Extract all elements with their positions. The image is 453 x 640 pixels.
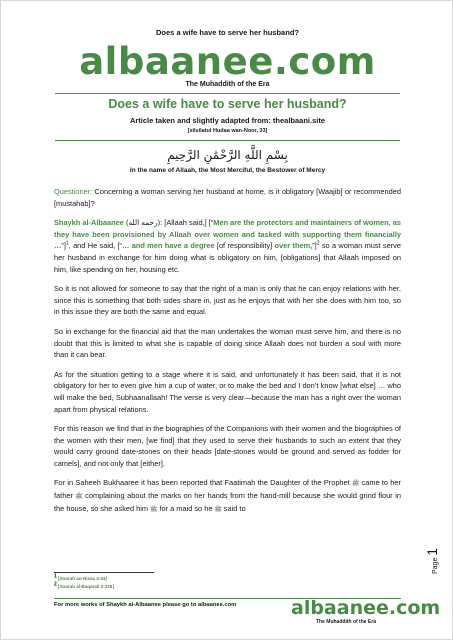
footnote-ref-2[interactable]: 2	[316, 240, 320, 247]
footer-logo[interactable]: albaanee.com	[291, 597, 441, 619]
paragraph-4: So in exchange for the financial aid that the man undertakes the woman must serve him, and there is no doubt that this is limited to what she is capable of doing since Allaah does not burden a soul with more than it can bear.	[54, 326, 401, 360]
paragraph-answer	[54, 217, 401, 275]
question-text: Concerning a woman serving her husband at home, is it obligatory [Waajib] or recommended [mustahab]?	[54, 187, 401, 208]
footnote-text: [Soorah al-Baqarah 2:228]	[58, 584, 114, 589]
shaykh-honorific: (رحمه الله)	[123, 218, 161, 228]
running-header-title: Does a wife have to serve her husband?	[156, 28, 299, 37]
p7-text-a: For in Saheeh Bukhaaree it has been reported that Faatimah the Daughter of the Prophet	[54, 478, 352, 488]
footnote-ref-1[interactable]: 1	[65, 240, 69, 247]
header-divider	[55, 93, 400, 94]
footnote-2	[54, 581, 114, 589]
paragraph-6: For this reason we find that in the biographies of the Companions with their women and the biographies of the women with their men, [we find] that they used to serve their husbands to such an extent that they would carry ground date-stones on their heads [date-stones would be ground and served as fodder for camels], and not only that [either].	[54, 424, 401, 468]
basmala-arabic: بِسْمِ اللَّهِ الرَّحْمَٰنِ الرَّحِيمِ	[167, 148, 288, 162]
quran-quote-2b: over them,	[274, 241, 313, 251]
footnote-1	[54, 573, 107, 581]
salutation-glyph: ﷺ	[150, 505, 158, 513]
p7-text-c: complaining about the marks on her hands from the hand-mill because she would grind flour in the house, so she asked him	[54, 491, 402, 513]
answer-text-b: ”]	[61, 241, 66, 251]
paragraph-3: So it is not allowed for someone to say that the right of a man is only that he can enjoy relations with her, since this is something that both sides share in, just as he enjoys that with her she does with him too, so in this issue they are both the same and equal.	[54, 284, 401, 317]
footnote-number: 1	[54, 573, 57, 580]
paragraph-7	[54, 477, 401, 515]
quran-quote-1: Men are the protectors and maintainers of women, as they have been provisioned by Allaah over women and tasked with supporting them financially …	[54, 218, 401, 251]
paragraph-question	[54, 186, 401, 209]
quran-quote-2a: … and men have a degree	[121, 241, 215, 251]
paragraph-5: As for the situation getting to a stage where it is said, and unfortunately it has been said, that it is not obligatory for her to even give him a cup of water, or to make the bed and I don’t know [what else] … who will make the bed, Subhaanallaah! The verse is very clear—because the man has a right over the woman apart from physical relations.	[54, 369, 401, 414]
shaykh-label: Shaykh al-Albaanee	[54, 218, 124, 228]
answer-text-c: , and He said, [“	[68, 241, 122, 251]
p7-text-d: for a maid so he	[157, 503, 215, 513]
page-label: Page	[432, 557, 439, 574]
answer-text-d: [of responsibility]	[214, 241, 275, 251]
footnote-number: 2	[54, 581, 57, 588]
basmala-english: In the name of Allaah, the Most Merciful, the Bestower of Mercy	[129, 167, 326, 174]
answer-text-a: : [Allaah said,] [“	[160, 218, 214, 228]
page-number-value: 1	[424, 547, 440, 556]
article-source: Article taken and slightly adapted from: thealbaani.site	[129, 116, 326, 125]
site-logo[interactable]: albaanee.com	[79, 40, 376, 83]
answer-text-f: so a woman must serve her husband in exchange for him doing what is obligatory on him, [obligations] that Allaah imposed on him, like spending on her, housing etc.	[54, 241, 401, 274]
footer-text[interactable]: For more works of Shaykh al-Albaanee please go to albaanee.com	[54, 602, 237, 608]
salutation-glyph: ﷺ	[351, 480, 360, 488]
footnote-text: [Soorah an-Nisaa 4:34]	[58, 576, 107, 581]
title-divider	[55, 140, 400, 141]
site-logo-tagline: The Muhaddith of the Era	[185, 81, 270, 88]
salutation-glyph: ﷺ	[214, 505, 222, 513]
article-reference: [silsilatul Hudaa wan-Noor, 33]	[187, 128, 268, 134]
article-title: Does a wife have to serve her husband?	[108, 97, 347, 111]
footer-logo-tagline: The Muhaddith of the Era	[316, 619, 376, 625]
p7-text-b: came to her father	[54, 478, 401, 501]
answer-text-e: ”]	[312, 241, 317, 251]
salutation-glyph: ﷺ	[75, 493, 83, 501]
page-number	[424, 544, 440, 574]
footnote-divider	[54, 572, 154, 573]
p7-text-e: said to	[221, 503, 246, 513]
article-body	[54, 186, 401, 523]
questioner-label: Questioner:	[54, 187, 93, 196]
